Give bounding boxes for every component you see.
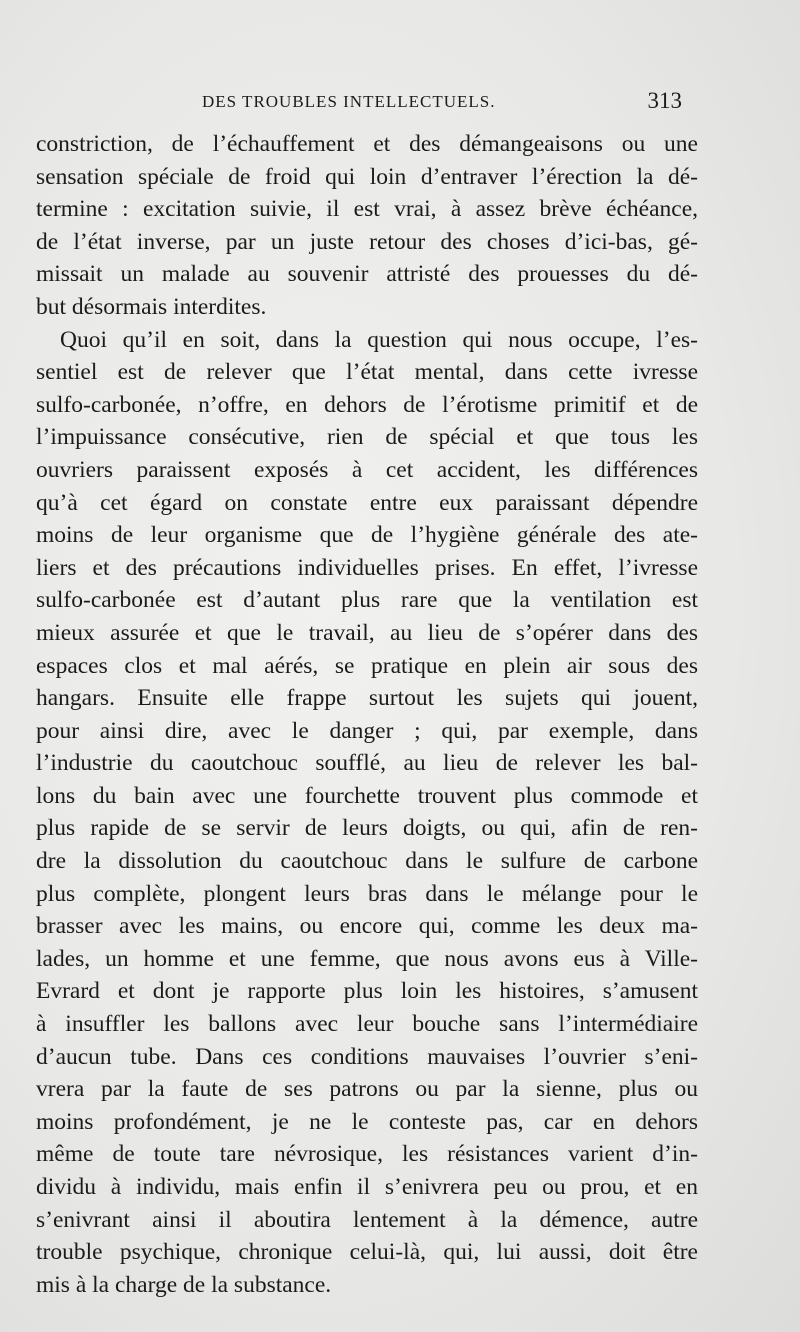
text-line: moins profondément, je ne le conteste pas, car en dehors: [36, 1108, 698, 1135]
text-line: d’aucun tube. Dans ces conditions mauvaises l’ouvrier s’eni-: [36, 1043, 698, 1070]
text-line: même de toute tare névrosique, les résistances varient d’in-: [36, 1141, 698, 1168]
text-line: de l’état inverse, par un juste retour des choses d’ici-bas, gé-: [36, 228, 698, 255]
text-line: dividu à individu, mais enfin il s’enivrera peu ou prou, et en: [36, 1174, 698, 1200]
text-line: mis à la charge de la substance.: [36, 1271, 332, 1298]
text-line: espaces clos et mal aérés, se pratique en plein air sous des: [36, 652, 698, 679]
text-line: but désormais interdites.: [36, 293, 267, 320]
text-line: vrera par la faute de ses patrons ou par la sienne, plus ou: [36, 1076, 698, 1103]
text-line: liers et des précautions individuelles prises. En effet, l’ivresse: [36, 554, 698, 581]
text-line: brasser avec les mains, ou encore qui, comme les deux ma-: [36, 913, 698, 940]
text-line: missait un malade au souvenir attristé des prouesses du dé-: [36, 261, 698, 288]
text-line: termine : excitation suivie, il est vrai, à assez brève échéance,: [36, 196, 698, 223]
text-line: constriction, de l’échauffement et des démangeaisons ou une: [36, 131, 698, 157]
text-line: qu’à cet égard on constate entre eux paraissant dépendre: [36, 489, 698, 516]
text-line: sentiel est de relever que l’état mental, dans cette ivresse: [36, 359, 698, 386]
text-line: l’impuissance consécutive, rien de spécial et que tous les: [36, 424, 698, 451]
text-line: Evrard et dont je rapporte plus loin les histoires, s’amusent: [36, 978, 698, 1005]
body-text: [36, 128, 698, 1301]
text-line: sensation spéciale de froid qui loin d’entraver l’érection la dé-: [36, 163, 698, 190]
text-line: lades, un homme et une femme, que nous avons eus à Ville-: [36, 945, 698, 972]
text-line: lons du bain avec une fourchette trouvent plus commode et: [36, 782, 698, 809]
text-line: moins de leur organisme que de l’hygiène générale des ate-: [36, 522, 698, 549]
text-line: hangars. Ensuite elle frappe surtout les sujets qui jouent,: [36, 685, 698, 712]
text-line: trouble psychique, chronique celui-là, qui, lui aussi, doit être: [36, 1239, 698, 1266]
text-line: sulfo-carbonée, n’offre, en dehors de l’érotisme primitif et de: [36, 391, 698, 418]
text-line: ouvriers paraissent exposés à cet accident, les différences: [36, 456, 698, 483]
text-line: dre la dissolution du caoutchouc dans le sulfure de carbone: [36, 848, 698, 875]
text-line: à insuffler les ballons avec leur bouche sans l’intermédiaire: [36, 1011, 698, 1038]
text-line: pour ainsi dire, avec le danger ; qui, par exemple, dans: [36, 717, 698, 744]
text-line: sulfo-carbonée est d’autant plus rare que la ventilation est: [36, 587, 698, 614]
text-line: s’enivrant ainsi il aboutira lentement à la démence, autre: [36, 1206, 698, 1233]
text-line: Quoi qu’il en soit, dans la question qui nous occupe, l’es-: [60, 326, 698, 353]
text-line: plus complète, plongent leurs bras dans le mélange pour le: [36, 880, 698, 907]
page-number: 313: [647, 88, 682, 113]
running-header: [202, 88, 682, 116]
running-title: DES TROUBLES INTELLECTUELS.: [202, 92, 496, 111]
text-line: l’industrie du caoutchouc soufflé, au lieu de relever les bal-: [36, 750, 698, 777]
text-line: mieux assurée et que le travail, au lieu de s’opérer dans des: [36, 619, 698, 646]
text-line: plus rapide de se servir de leurs doigts, ou qui, afin de ren-: [36, 815, 698, 842]
